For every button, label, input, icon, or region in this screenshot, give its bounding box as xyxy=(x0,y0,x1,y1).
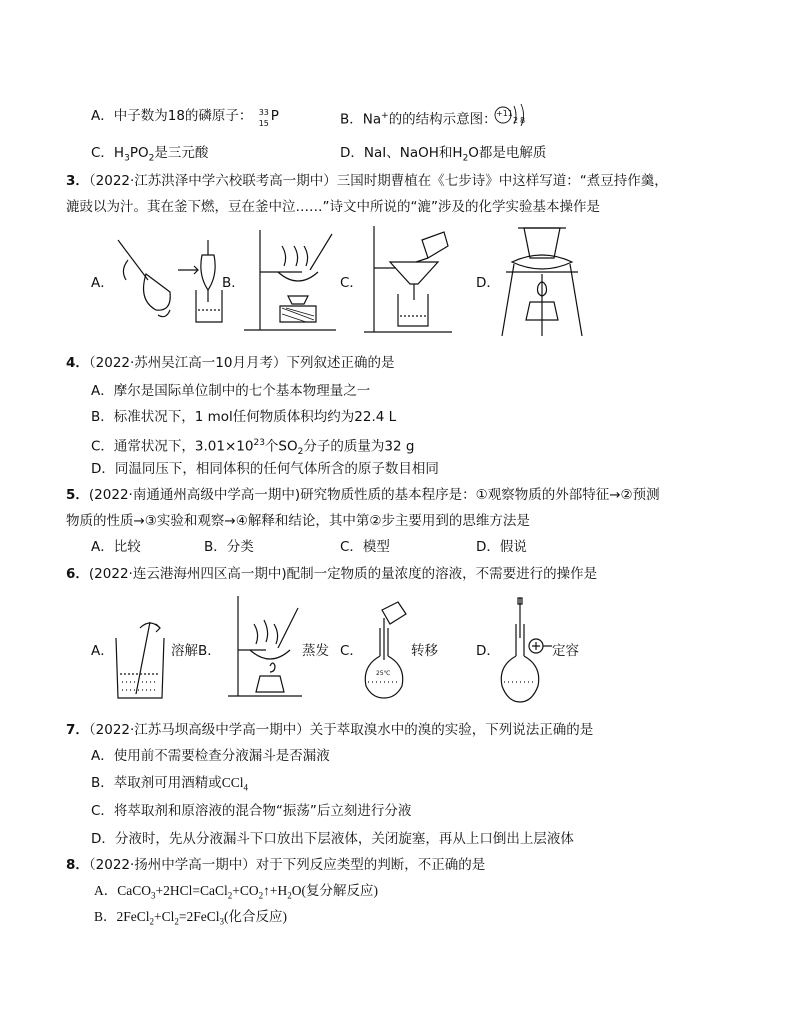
q5-stem-line1 xyxy=(66,485,660,505)
q6-caption-c: 转移 xyxy=(411,643,438,659)
q6-caption-b: 蒸发 xyxy=(302,643,329,659)
q2-option-b xyxy=(340,106,497,130)
q8-b-s3: 3 xyxy=(219,916,225,927)
q4-c-mid: 个SO xyxy=(264,438,298,455)
q8-a-t0: A．CaCO xyxy=(94,883,151,898)
q2-option-b-text2: 的的结构示意图： xyxy=(388,111,497,128)
q7-b-formula: CCl xyxy=(221,775,244,790)
q3-label-c: C． xyxy=(340,275,363,291)
q5-stem-text1: (2022·南通通州高级中学高一期中)研究物质性质的基本程序是：①观察物质的外部特征→②预测 xyxy=(88,487,660,503)
q2-option-a-text: A．中子数为18的磷原子： xyxy=(91,108,253,124)
q8-a-s3: 2 xyxy=(258,890,264,901)
q7-number: 7． xyxy=(66,722,89,738)
q8-a-t4: O(复分解反应) xyxy=(291,883,378,898)
q6-label-a: A． xyxy=(91,643,114,659)
q8-option-a xyxy=(94,881,378,906)
q8-stem xyxy=(66,855,485,875)
q4-c-sub: 2 xyxy=(297,447,304,458)
q6-caption-a-group xyxy=(171,641,221,661)
q3-label-d: D． xyxy=(476,275,500,291)
q2-option-c-t1: C．H xyxy=(91,145,125,161)
q7-stem xyxy=(66,720,593,740)
q2-option-d xyxy=(340,143,546,169)
q2-option-a xyxy=(91,106,279,126)
q2-option-d-t2: O都是电解质 xyxy=(468,145,547,161)
q8-option-b xyxy=(94,907,287,932)
q3-figure-d-crucible-heating xyxy=(492,218,592,340)
q2-option-c-sub2: 2 xyxy=(148,153,155,164)
q3-figure-a-separatory-funnel-shaking xyxy=(108,230,228,330)
q7-option-c: C．将萃取剂和原溶液的混合物“振荡”后立刻进行分液 xyxy=(91,803,412,819)
q8-b-t0: B．2FeCl xyxy=(94,909,150,924)
shell-2-count: 8 xyxy=(520,116,526,125)
q7-b-formula-sub: 4 xyxy=(243,782,249,793)
q6-number: 6． xyxy=(66,566,89,582)
q3-figure-c-filtration xyxy=(362,222,462,338)
nucleus-charge: +11 xyxy=(496,109,513,118)
q5-option-d: D．假说 xyxy=(476,539,527,555)
q2-option-d-t1: D．NaI、NaOH和H xyxy=(340,145,463,161)
q6-stem xyxy=(66,564,597,584)
q4-number: 4． xyxy=(66,355,89,371)
q8-b-s2: 2 xyxy=(174,916,179,927)
q2-option-d-sub: 2 xyxy=(462,153,469,164)
isotope-prefix xyxy=(257,107,271,128)
q3-stem-text1: （2022·江苏洪泽中学六校联考高一期中）三国时期曹植在《七步诗》中这样写道：“煮豆持作羹， xyxy=(88,173,668,189)
q3-stem-line1 xyxy=(66,171,668,191)
q8-a-t3: ↑+H xyxy=(263,883,288,898)
q4-c-sup: 23 xyxy=(253,438,265,448)
q4-option-c xyxy=(91,433,414,462)
q4-c-post: 分子的质量为32 g xyxy=(303,438,415,455)
q5-stem-line2: 物质的性质→③实验和观察→④解释和结论，其中第②步主要用到的思维方法是 xyxy=(66,513,530,529)
q4-stem xyxy=(66,353,394,373)
q6-figure-b-evaporation xyxy=(226,592,306,704)
q8-b-t2: =2FeCl xyxy=(178,909,220,924)
q5-number: 5． xyxy=(66,487,89,503)
q6-label-d: D． xyxy=(476,643,500,659)
q3-number: 3． xyxy=(66,173,89,189)
q5-option-a: A．比较 xyxy=(91,539,141,555)
q3-label-b: B． xyxy=(222,275,245,291)
q3-figure-b-evaporation xyxy=(240,226,340,338)
q6-figure-c-transfer-to-flask xyxy=(360,598,410,702)
q6-label-b: B． xyxy=(198,643,221,659)
q6-figure-a-dissolving-beaker xyxy=(110,612,170,702)
q4-c-pre: C．通常状况下，3.01×10 xyxy=(91,438,254,455)
q2-option-c-t2: PO xyxy=(129,145,149,161)
q4-option-a: A．摩尔是国际单位制中的七个基本物理量之一 xyxy=(91,383,371,399)
q7-option-d: D．分液时，先从分液漏斗下口放出下层液体，关闭旋塞，再从上口倒出上层液体 xyxy=(91,831,574,847)
q6-label-c: C． xyxy=(340,643,363,659)
q5-option-c: C．模型 xyxy=(340,539,390,555)
q8-b-t1: +Cl xyxy=(154,909,175,924)
q6-figure-d-fixing-volume xyxy=(496,594,560,706)
q8-b-t3: (化合反应) xyxy=(224,909,288,924)
isotope-symbol: P xyxy=(270,108,279,124)
q2-option-c-t3: 是三元酸 xyxy=(154,145,209,161)
q8-a-s1: 3 xyxy=(151,890,156,901)
q7-option-b xyxy=(91,773,248,798)
q6-stem-text: (2022·连云港海州四区高一期中)配制一定物质的量浓度的溶液，不需要进行的操作是 xyxy=(88,566,598,582)
q8-a-t2: +CO xyxy=(232,883,259,898)
isotope-atomic: 15 xyxy=(258,119,269,128)
q4-option-d: D．同温同压下，相同体积的任何气体所含的原子数目相同 xyxy=(91,461,439,477)
flask-temperature-label: 25℃ xyxy=(376,670,391,677)
q7-b-pre: B．萃取剂可用酒精或 xyxy=(91,775,222,791)
q2-option-b-text: B．Na xyxy=(340,111,382,128)
q3-label-a: A． xyxy=(91,275,114,291)
q5-option-b: B．分类 xyxy=(204,539,254,555)
q2-option-b-sup: + xyxy=(381,111,389,121)
shell-1-count: 2 xyxy=(513,116,519,125)
isotope-mass: 33 xyxy=(258,108,269,117)
q8-a-t1: +2HCl=CaCl xyxy=(155,883,228,898)
q8-a-s4: 2 xyxy=(287,890,292,901)
q8-b-s1: 2 xyxy=(149,916,155,927)
q8-stem-text: （2022·扬州中学高一期中）对于下列反应类型的判断，不正确的是 xyxy=(88,857,486,873)
q6-caption-a: 溶解 xyxy=(171,643,198,659)
q6-caption-d: 定容 xyxy=(552,643,579,659)
q3-stem-line2: 漉豉以为汁。萁在釜下燃，豆在釜中泣……”诗文中所说的“漉”涉及的化学实验基本操作是 xyxy=(66,199,600,215)
q4-stem-text: （2022·苏州吴江高一10月月考）下列叙述正确的是 xyxy=(88,355,395,371)
q2-option-c xyxy=(91,143,208,169)
q8-number: 8． xyxy=(66,857,89,873)
q7-option-a: A．使用前不需要检查分液漏斗是否漏液 xyxy=(91,748,330,764)
sodium-ion-structure-diagram xyxy=(492,100,532,130)
q8-a-s2: 2 xyxy=(227,890,233,901)
q4-option-b: B．标准状况下，1 mol任何物质体积均约为22.4 L xyxy=(91,409,397,425)
q7-stem-text: （2022·江苏马坝高级中学高一期中）关于萃取溴水中的溴的实验，下列说法正确的是 xyxy=(88,722,594,738)
q2-option-c-sub1: 3 xyxy=(124,153,130,164)
